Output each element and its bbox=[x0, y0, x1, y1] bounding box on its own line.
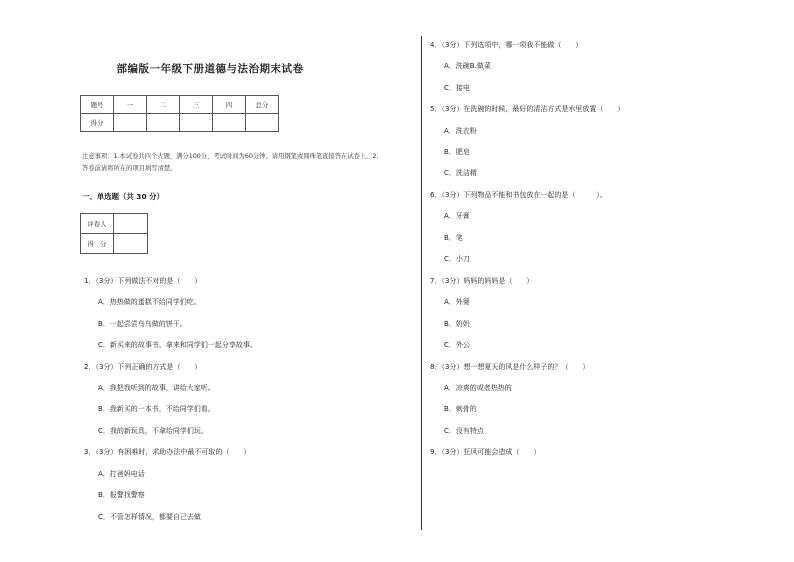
question-option: C．没有特点 bbox=[444, 427, 484, 435]
question-option: C．我的新玩具，不拿给同学们玩。 bbox=[98, 427, 208, 435]
question-option: B．肥皂 bbox=[444, 148, 470, 156]
notice-line-2: 答卷前请将所在的项目填写清楚。 bbox=[82, 165, 177, 172]
grader-table bbox=[80, 213, 148, 254]
score-header-cell: 题号 bbox=[81, 96, 114, 114]
question-stem: 1．（3分）下列做法不对的是（ ） bbox=[84, 277, 202, 285]
score-header-cell: 二 bbox=[147, 96, 180, 114]
question-option: B．奶奶 bbox=[444, 320, 470, 328]
question-option: C．接电 bbox=[444, 84, 470, 92]
column-divider bbox=[421, 36, 422, 530]
question-option: C．小刀 bbox=[444, 255, 470, 263]
score-cell bbox=[213, 114, 246, 132]
question-option: A．牙膏 bbox=[444, 212, 470, 220]
exam-title: 部编版一年级下册道德与法治期末试卷 bbox=[116, 63, 304, 75]
question-option: C．洗洁精 bbox=[444, 169, 477, 177]
question-option: B．我新买的一本书，不给同学们看。 bbox=[98, 405, 215, 413]
score-header-cell: 一 bbox=[114, 96, 147, 114]
question-stem: 2．（3分）下列正确的方式是（ ） bbox=[84, 363, 202, 371]
question-option: A．洗碗B.做菜 bbox=[444, 62, 491, 70]
grader-score-label: 得 分 bbox=[81, 234, 114, 254]
grader-score-cell bbox=[114, 234, 148, 254]
question-option: A．外婆 bbox=[444, 298, 470, 306]
question-option: A．洗衣粉 bbox=[444, 127, 477, 135]
section-1-title: 一、单选题（共 30 分） bbox=[82, 192, 164, 201]
score-row-label: 得分 bbox=[81, 114, 114, 132]
question-option: A．凉爽的或者热热的 bbox=[444, 384, 512, 392]
question-option: A．我把我听到的故事，讲给大家听。 bbox=[98, 384, 215, 392]
question-stem: 8．（3分）想一想夏天的风是什么样子的？（ ） bbox=[430, 363, 590, 371]
question-stem: 9．（3分）狂风可能会造成（ ） bbox=[430, 448, 541, 456]
score-header-cell: 总分 bbox=[246, 96, 279, 114]
question-option: C．外公 bbox=[444, 341, 470, 349]
question-option: C．不管怎样情况，都要自己去做 bbox=[98, 513, 201, 521]
question-option: B．报警找警察 bbox=[98, 491, 145, 499]
score-cell bbox=[180, 114, 213, 132]
score-cell bbox=[114, 114, 147, 132]
score-header-cell: 四 bbox=[213, 96, 246, 114]
question-stem: 6．（3分）下列物品不能和书包放在一起的是（ ）。 bbox=[430, 191, 607, 199]
score-table-score-row bbox=[81, 114, 279, 132]
score-table-header-row bbox=[81, 96, 279, 114]
question-option: C．新买来的故事书，拿来和同学们一起分享故事。 bbox=[98, 341, 257, 349]
grader-score-row bbox=[81, 234, 148, 254]
question-stem: 3．（3分）有困难时，求助办法中最不可取的（ ） bbox=[84, 448, 251, 456]
question-stem: 4．（3分）下列选项中，哪一项我不能做（ ） bbox=[430, 41, 583, 49]
question-option: A．热热做的蛋糕不给同学们吃。 bbox=[98, 298, 201, 306]
grader-cell bbox=[114, 214, 148, 234]
question-option: B．笔 bbox=[444, 234, 463, 242]
score-cell bbox=[246, 114, 279, 132]
notice-line-1: 注意事项：1.本试卷共四个大题，满分100分，考试时间为60分钟。请用钢笔或圆珠笔直接答在试卷上。2. bbox=[82, 153, 379, 160]
grader-row bbox=[81, 214, 148, 234]
question-option: A．打爸妈电话 bbox=[98, 470, 145, 478]
score-table bbox=[80, 95, 279, 132]
score-header-cell: 三 bbox=[180, 96, 213, 114]
question-stem: 7．（3分）妈妈的妈妈是（ ） bbox=[430, 277, 534, 285]
question-option: B．一起尝尝乌乌做的饼干。 bbox=[98, 320, 187, 328]
score-cell bbox=[147, 114, 180, 132]
question-stem: 5．（3分）在洗碗的时候，最好的清洁方式是水里放置（ ） bbox=[430, 105, 625, 113]
question-option: B．刺骨的 bbox=[444, 405, 477, 413]
grader-label: 评卷人 bbox=[81, 214, 114, 234]
